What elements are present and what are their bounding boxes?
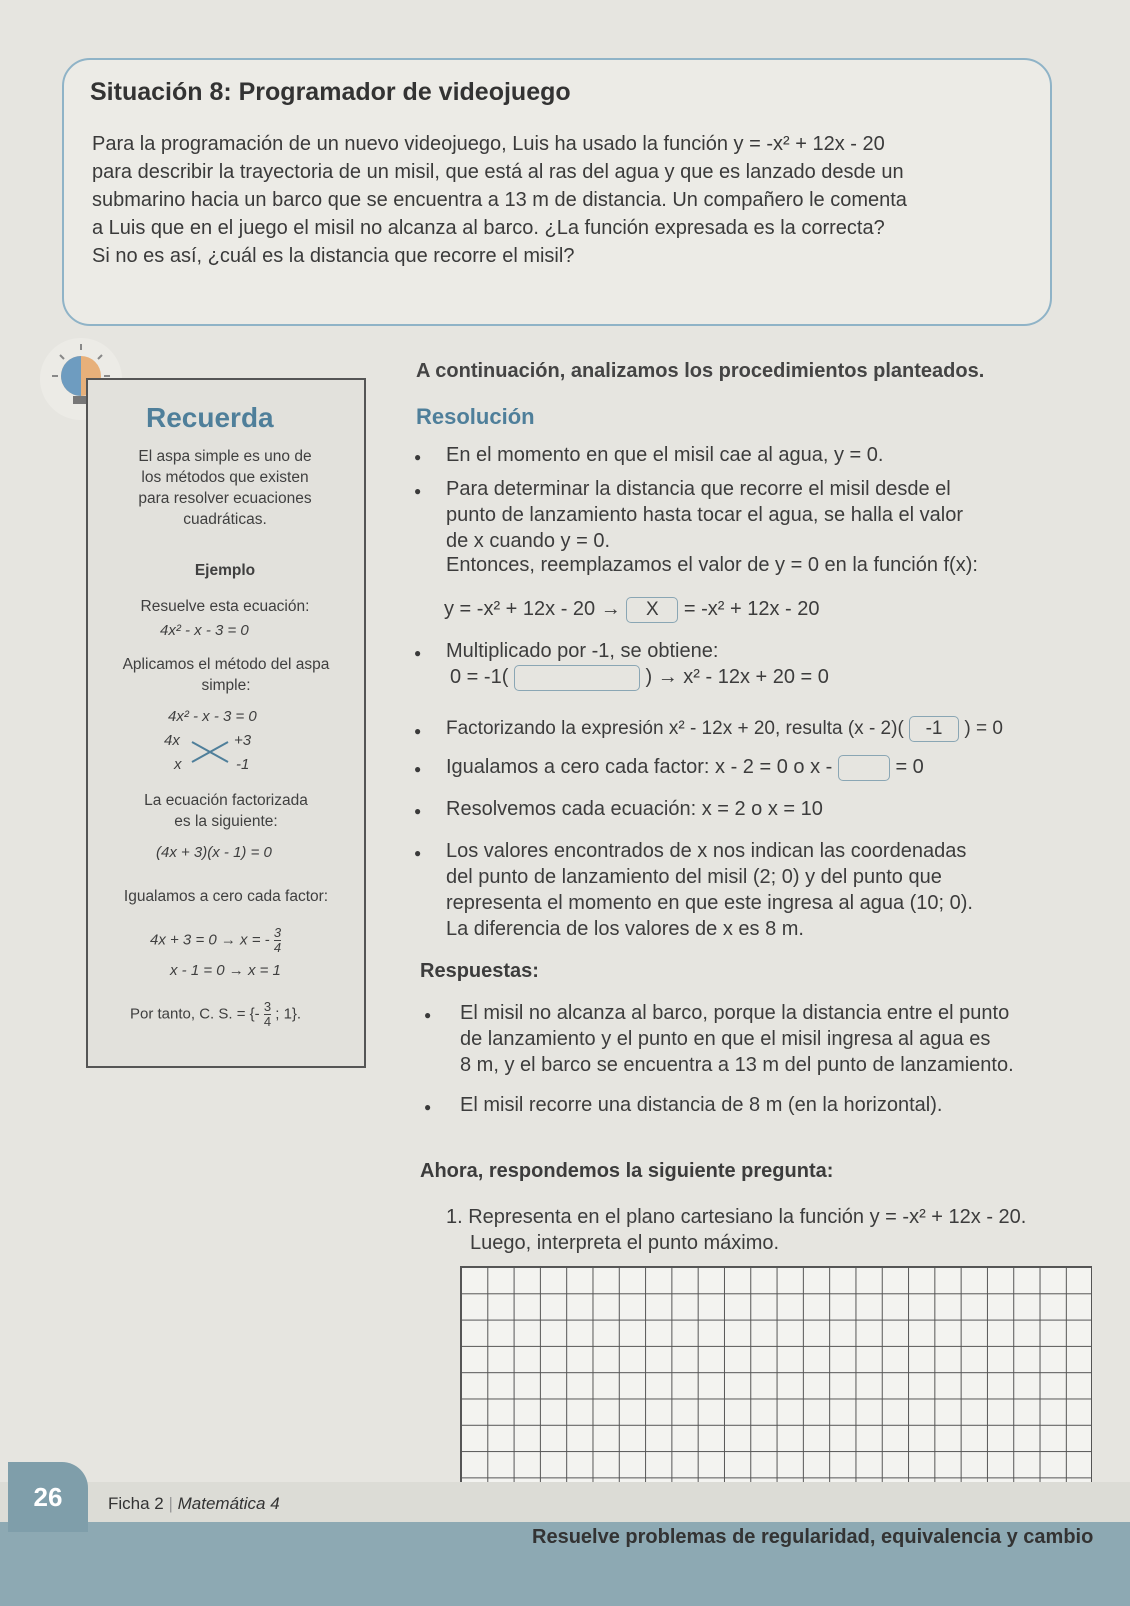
bullet-icon: ● xyxy=(424,1100,432,1114)
question-1-line: Luego, interpreta el punto máximo. xyxy=(470,1232,780,1254)
bullet-icon: ● xyxy=(414,804,422,818)
resolution-step-3: Multiplicado por -1, se obtiene: xyxy=(446,640,719,662)
recuerda-title: Recuerda xyxy=(146,402,274,433)
aplicamos-text xyxy=(94,654,358,696)
step-2-line: de x cuando y = 0. xyxy=(446,530,611,552)
aspa-equation: 4x² - x - 3 = 0 xyxy=(168,708,257,725)
fraction-den: 4 xyxy=(273,940,282,955)
situation-line: Si no es así, ¿cuál es la distancia que recorre el misil? xyxy=(92,245,575,267)
factorizada-line: La ecuación factorizada xyxy=(144,792,308,809)
aspa-cross-icon xyxy=(188,738,232,766)
answer-box[interactable] xyxy=(838,755,890,781)
question-1-line: 1. Representa en el plano cartesiano la función y = -x² + 12x - 20. xyxy=(446,1206,1027,1228)
pregunta-title: Ahora, respondemos la siguiente pregunta: xyxy=(420,1160,834,1182)
situation-line: submarino hacia un barco que se encuentra a 13 m de distancia. Un compañero le comenta xyxy=(92,189,907,211)
footer-label: Ficha 2 | Matemática 4 xyxy=(108,1494,280,1513)
answer-1-line: El misil no alcanza al barco, porque la distancia entre el punto xyxy=(460,1002,1010,1024)
bullet-icon: ● xyxy=(414,762,422,776)
situation-title: Situación 8: Programador de videojuego xyxy=(90,78,571,106)
recuerda-intro-line: El aspa simple es uno de xyxy=(138,448,312,465)
step-7-line: del punto de lanzamiento del misil (2; 0) y del punto que xyxy=(446,866,942,888)
factorized-equation: (4x + 3)(x - 1) = 0 xyxy=(156,844,272,861)
answer-box[interactable]: X xyxy=(626,597,678,623)
factorizada-text xyxy=(94,790,358,832)
subject-label: Matemática 4 xyxy=(177,1494,280,1513)
mult-right: ) → x² - 12x + 20 = 0 xyxy=(645,666,829,688)
resolution-step-2 xyxy=(446,476,963,554)
recuerda-intro xyxy=(100,446,350,530)
subst-right: = -x² + 12x - 20 xyxy=(683,598,820,620)
factorizada-line: es la siguiente: xyxy=(174,813,278,830)
solution-set xyxy=(130,1000,301,1029)
answer-1 xyxy=(460,1000,1014,1078)
step-2-line: Para determinar la distancia que recorre el misil desde el xyxy=(446,478,951,500)
step-2-line: punto de lanzamiento hasta tocar el agua, se halla el valor xyxy=(446,504,964,526)
answer-box[interactable]: -1 xyxy=(909,716,959,742)
competencia-label: Resuelve problemas de regularidad, equivalencia y cambio xyxy=(532,1526,1094,1548)
factor-eq-2: x - 1 = 0 → x = 1 xyxy=(170,962,281,979)
resolution-step-6: Resolvemos cada ecuación: x = 2 o x = 10 xyxy=(446,798,823,820)
fraction xyxy=(274,926,281,955)
answer-1-line: 8 m, y el barco se encuentra a 13 m del punto de lanzamiento. xyxy=(460,1054,1014,1076)
bullet-icon: ● xyxy=(414,724,422,738)
factor-eq-1-text: 4x + 3 = 0 → x = - xyxy=(150,931,270,949)
respuestas-title: Respuestas: xyxy=(420,960,539,982)
analysis-intro: A continuación, analizamos los procedimientos planteados. xyxy=(416,360,985,382)
answer-2: El misil recorre una distancia de 8 m (en la horizontal). xyxy=(460,1094,943,1116)
question-1 xyxy=(446,1204,1026,1256)
step-4-left: Factorizando la expresión x² - 12x + 20, resulta (x - 2)( xyxy=(446,718,904,740)
cartesian-grid[interactable] xyxy=(460,1266,1092,1484)
aspa-left-top: 4x xyxy=(164,732,180,749)
situation-line: a Luis que en el juego el misil no alcanza al barco. ¿La función expresada es la correcta? xyxy=(92,217,885,239)
aplicamos-line: Aplicamos el método del aspa xyxy=(122,656,330,673)
bullet-icon: ● xyxy=(424,1008,432,1022)
step-5-right: = 0 xyxy=(895,756,924,778)
resolucion-title: Resolución xyxy=(416,404,535,429)
bullet-icon: ● xyxy=(414,846,422,860)
recuerda-intro-line: para resolver ecuaciones xyxy=(138,490,312,507)
aspa-left-bottom: x xyxy=(174,756,182,773)
page-number: 26 xyxy=(8,1462,88,1532)
step-4-right: ) = 0 xyxy=(964,718,1003,740)
answer-box[interactable] xyxy=(514,665,640,691)
resuelve-text: Resuelve esta ecuación: xyxy=(140,598,310,615)
example-equation: 4x² - x - 3 = 0 xyxy=(160,622,249,639)
fraction-num: 3 xyxy=(263,999,272,1014)
step-5-left: Igualamos a cero cada factor: x - 2 = 0 o x - xyxy=(446,756,833,778)
resolution-step-7 xyxy=(446,838,973,942)
bullet-icon: ● xyxy=(414,450,422,464)
step-7-line: La diferencia de los valores de x es 8 m. xyxy=(446,918,804,940)
situation-line: para describir la trayectoria de un misil, que está al ras del agua y que es lanzado desde un xyxy=(92,161,904,183)
bullet-icon: ● xyxy=(414,484,422,498)
factor-eq-1 xyxy=(150,926,281,955)
aspa-right-top: +3 xyxy=(234,732,252,749)
cs-left: Por tanto, C. S. = {- xyxy=(130,1005,260,1023)
igualamos-text: Igualamos a cero cada factor: xyxy=(123,888,329,905)
aplicamos-line: simple: xyxy=(201,677,251,694)
substitution-line xyxy=(444,596,819,623)
aspa-right-bottom: -1 xyxy=(236,756,250,773)
step-7-line: representa el momento en que este ingresa al agua (10; 0). xyxy=(446,892,973,914)
answer-1-line: de lanzamiento y el punto en que el misil ingresa al agua es xyxy=(460,1028,991,1050)
entonces-text: Entonces, reemplazamos el valor de y = 0 en la función f(x): xyxy=(446,554,978,576)
resolution-step-1: En el momento en que el misil cae al agua, y = 0. xyxy=(446,444,884,466)
ficha-label: Ficha 2 xyxy=(108,1494,164,1513)
fraction-num: 3 xyxy=(273,925,282,940)
cs-right: ; 1}. xyxy=(275,1005,302,1023)
situation-line: Para la programación de un nuevo videojuego, Luis ha usado la función y = -x² + 12x - 20 xyxy=(92,133,885,155)
fraction-den: 4 xyxy=(263,1014,272,1029)
fraction xyxy=(264,1000,271,1029)
multiplication-line xyxy=(450,664,829,691)
recuerda-intro-line: los métodos que existen xyxy=(141,469,309,486)
resolution-step-4 xyxy=(446,716,1003,742)
step-7-line: Los valores encontrados de x nos indican las coordenadas xyxy=(446,840,967,862)
bullet-icon: ● xyxy=(414,646,422,660)
subst-left: y = -x² + 12x - 20 → xyxy=(444,598,621,620)
ejemplo-title: Ejemplo xyxy=(194,562,256,579)
recuerda-intro-line: cuadráticas. xyxy=(183,511,267,528)
mult-left: 0 = -1( xyxy=(450,666,509,688)
resolution-step-5 xyxy=(446,754,924,781)
